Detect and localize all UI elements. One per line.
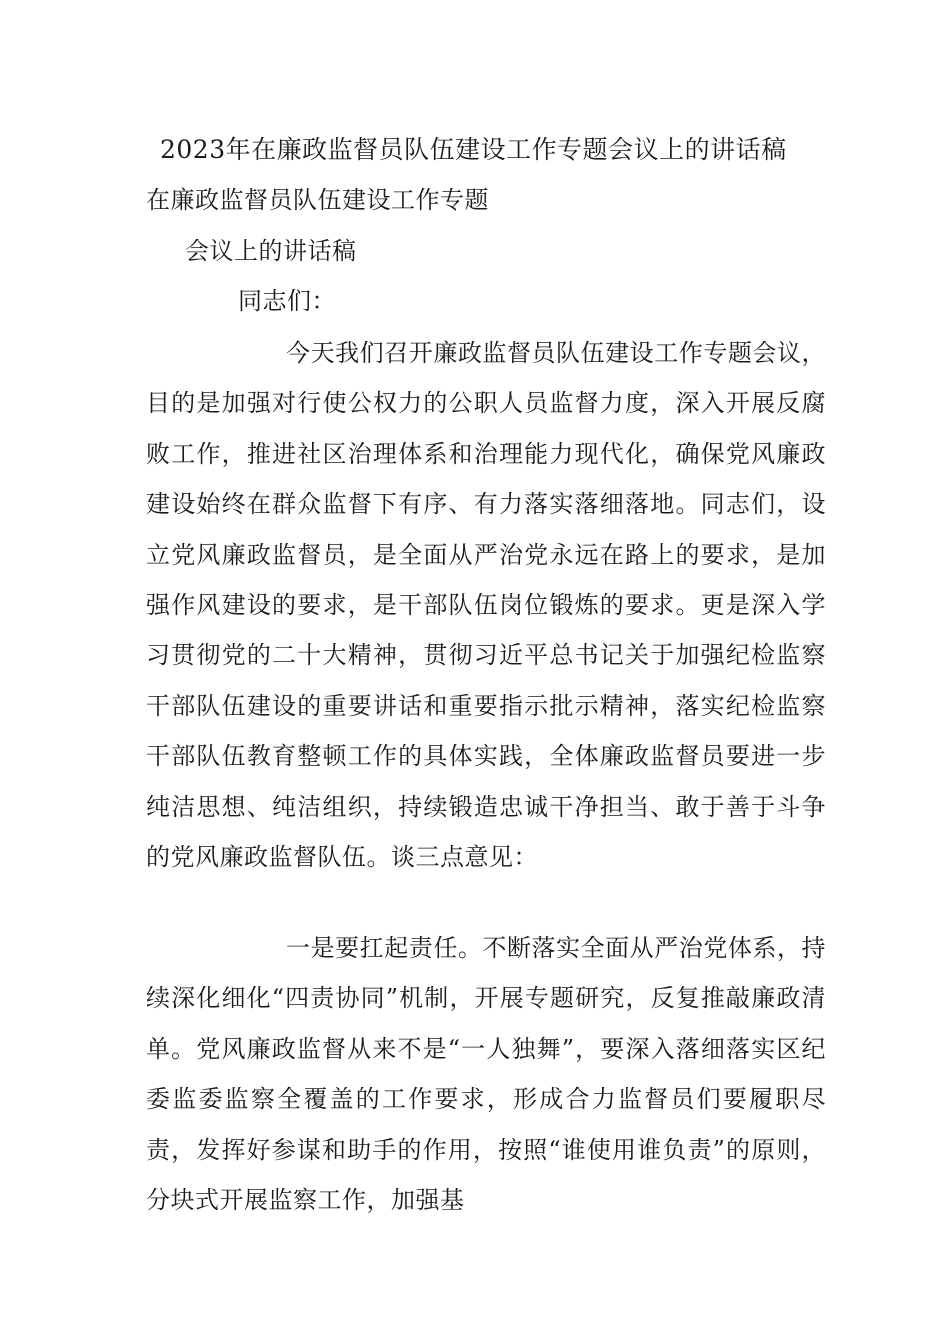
salutation: 同志们： bbox=[238, 287, 336, 315]
paragraph-1 bbox=[146, 328, 826, 882]
document-subtitle-line-2: 会议上的讲话稿 bbox=[185, 237, 357, 265]
paragraph-1-text: 今天我们召开廉政监督员队伍建设工作专题会议，目的是加强对行使公权力的公职人员监督力度，深入开展反腐败工作，推进社区治理体系和治理能力现代化，确保党风廉政建设始终在群众监督下有序、有力落实落细落地。同志们，设立党风廉政监督员，是全面从严治党永远在路上的要求，是加强作风建设的要求，是干部队伍岗位锻炼的要求。更是深入学习贯彻党的二十大精神，贯彻习近平总书记关于加强纪检监察干部队伍建设的重要讲话和重要指示批示精神，落实纪检监察干部队伍教育整顿工作的具体实践，全体廉政监督员要进一步纯洁思想、纯洁组织，持续锻造忠诚干净担当、敢于善于斗争的党风廉政监督队伍。谈三点意见： bbox=[146, 339, 826, 872]
paragraph-2 bbox=[146, 923, 826, 1225]
document-title: 2023年在廉政监督员队伍建设工作专题会议上的讲话稿 bbox=[160, 135, 787, 164]
paragraph-2-text: 一是要扛起责任。不断落实全面从严治党体系，持续深化细化“四责协同”机制，开展专题研究，反复推敲廉政清单。党风廉政监督从来不是“一人独舞”，要深入落细落实区纪委监委监察全覆盖的工作要求，形成合力监督员们要履职尽责，发挥好参谋和助手的作用，按照“谁使用谁负责”的原则，分块式开展监察工作，加强基 bbox=[146, 934, 826, 1215]
document-subtitle-line-1: 在廉政监督员队伍建设工作专题 bbox=[146, 186, 489, 214]
